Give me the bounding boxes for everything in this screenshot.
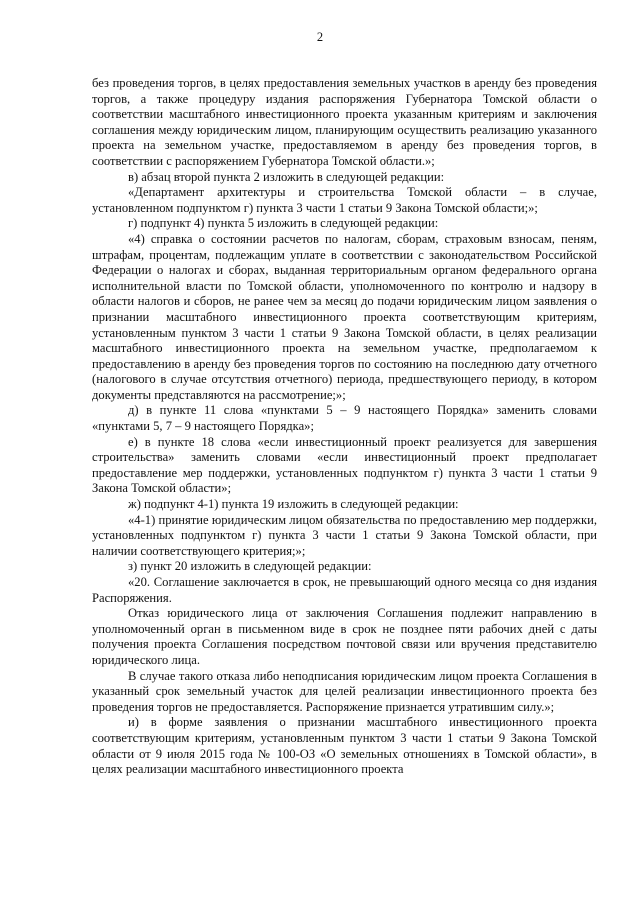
page-number: 2 [316, 30, 324, 44]
paragraph-item-zh: ж) подпункт 4-1) пункта 19 изложить в следующей редакции: [128, 497, 459, 512]
paragraph-continuation: без проведения торгов, в целях предоставления земельных участков в аренду без проведения торгов, а также процедуру издания распоряжения Губернатора Томской области о соответствии масштабного инвестиционного проекта указанным критериям и заключения соглашения между юридическим лицом, планирующим осуществить реализацию указанного проекта на земельном участке, предоставляемом в аренду без проведения торгов, в соответствии с распоряжением Губернатора Томской области.»; [92, 76, 597, 168]
paragraph-quote-20: «20. Соглашение заключается в срок, не превышающий одного месяца со дня издания Распоряжения. [92, 575, 597, 605]
paragraph-refusal: Отказ юридического лица от заключения Соглашения подлежит направлению в уполномоченный орган в письменном виде в срок не позднее пяти рабочих дней с даты получения проекта Соглашения посредством почтовой связи или вручения представителю юридического лица. [92, 606, 597, 667]
paragraph-quote-certificate: «4) справка о состоянии расчетов по налогам, сборам, страховым взносам, пеням, штрафам, процентам, подлежащим уплате в соответствии с законодательством Российской Федерации о налогах и сборах, выданная территориальным органом федерального органа исполнительной власти по Томской области, уполномоченного по контролю и надзору в области налогов и сборов, не ранее чем за месяц до подачи юридическим лицом заявления о признании масштабного инвестиционного проекта соответствующим критериям, установленным пунктом 3 части 1 статьи 9 Закона Томской области, в целях реализации масштабного инвестиционного проекта на земельном участке, предполагаемом к предоставлению в аренду без проведения торгов по состоянию на последнюю дату отчетного (налогового в случае отсутствия отчетного) периода, предшествующего периоду, в котором документы представляются на рассмотрение;»; [92, 231, 597, 402]
paragraph-quote-4-1: «4-1) принятие юридическим лицом обязательства по предоставлению мер поддержки, установленных подпунктом г) пункта 3 части 1 статьи 9 Закона Томской области, при наличии соответствующего критерия;»; [92, 512, 597, 558]
paragraph-item-e: е) в пункте 18 слова «если инвестиционный проект реализуется для завершения строительства» заменить словами «если инвестиционный проект предполагает предоставление мер поддержки, установленных подпунктом г) пункта 3 части 1 статьи 9 Закона Томской области»; [92, 434, 597, 496]
paragraph-item-g: г) подпункт 4) пункта 5 изложить в следующей редакции: [128, 216, 439, 231]
document-body [92, 76, 597, 778]
paragraph-non-signing: В случае такого отказа либо неподписания юридическим лицом проекта Соглашения в указанный срок земельный участок для целей реализации инвестиционного проекта без проведения торгов не предоставляется. Распоряжение признается утратившим силу.»; [92, 668, 597, 714]
paragraph-item-i: и) в форме заявления о признании масштабного инвестиционного проекта соответствующим критериям, установленным пунктом 3 части 1 статьи 9 Закона Томской области от 9 июля 2015 года № 100-ОЗ «О земельных отношениях в Томской области», в целях реализации масштабного инвестиционного проекта [92, 715, 597, 777]
paragraph-item-d: д) в пункте 11 слова «пунктами 5 – 9 настоящего Порядка» заменить словами «пунктами 5, 7 – 9 настоящего Порядка»; [92, 403, 597, 434]
paragraph-quote-department: «Департамент архитектуры и строительства Томской области – в случае, установленном подпунктом г) пункта 3 части 1 статьи 9 Закона Томской области;»; [92, 185, 597, 215]
paragraph-item-z: з) пункт 20 изложить в следующей редакции: [128, 559, 372, 574]
paragraph-item-v: в) абзац второй пункта 2 изложить в следующей редакции: [128, 169, 445, 184]
